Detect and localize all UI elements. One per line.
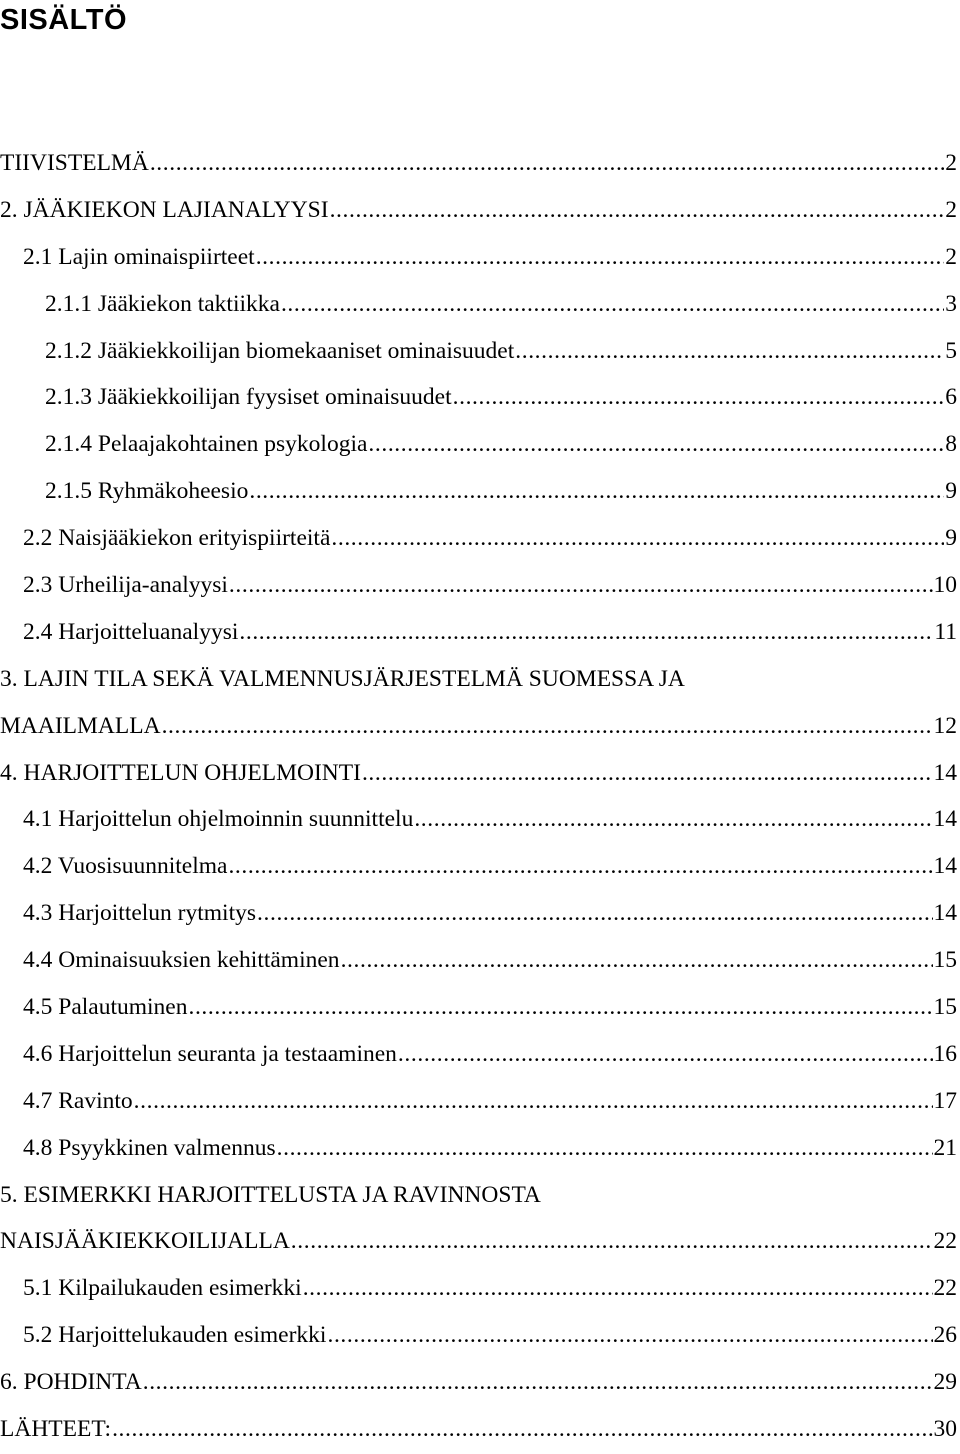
dot-leader <box>257 900 932 927</box>
toc-entry-label: 4. HARJOITTELUN OHJELMOINTI <box>0 760 361 787</box>
toc-entry-line <box>0 1322 960 1349</box>
toc-entry-line <box>0 291 960 318</box>
toc-entry-label: 4.6 Harjoittelun seuranta ja testaaminen <box>23 1041 397 1068</box>
toc-entry-line <box>0 760 960 787</box>
toc-entry-label: 3. LAJIN TILA SEKÄ VALMENNUSJÄRJESTELMÄ SUOMESSA JA <box>0 666 685 693</box>
toc-entry-page-number: 22 <box>934 1228 960 1255</box>
toc-entry-line <box>0 150 960 177</box>
dot-leader <box>134 1088 933 1115</box>
toc-entry-label: 4.1 Harjoittelun ohjelmoinnin suunnittelu <box>23 806 413 833</box>
dot-leader <box>362 760 933 787</box>
toc-entry-line <box>0 619 960 646</box>
toc-entry[interactable] <box>0 1407 960 1454</box>
toc-entry-page-number: 12 <box>934 713 960 740</box>
toc-entry[interactable] <box>0 938 960 985</box>
toc-entry-label: 2.1.5 Ryhmäkoheesio <box>45 478 248 505</box>
toc-entry-page-number: 2 <box>945 244 960 271</box>
toc-entry-line <box>0 338 960 365</box>
toc-entry[interactable] <box>0 1126 960 1173</box>
dot-leader <box>414 806 932 833</box>
toc-entry[interactable] <box>0 422 960 469</box>
toc-entry-page-number: 21 <box>934 1135 960 1162</box>
toc-entry-line <box>0 244 960 271</box>
toc-entry[interactable] <box>0 657 960 704</box>
toc-entry-page-number: 16 <box>934 1041 960 1068</box>
toc-entry-page-number: 6 <box>945 384 960 411</box>
toc-entry-page-number: 2 <box>945 150 960 177</box>
toc-entry-label: 2.1.4 Pelaajakohtainen psykologia <box>45 431 367 458</box>
toc-entry-line <box>0 1088 960 1115</box>
toc-entry[interactable] <box>0 563 960 610</box>
toc-entry-page-number: 14 <box>934 806 960 833</box>
toc-entry-line <box>0 1275 960 1302</box>
toc-entry-line <box>0 947 960 974</box>
toc-entry[interactable] <box>0 704 960 751</box>
toc-entry-page-number: 14 <box>934 853 960 880</box>
toc-entry[interactable] <box>0 797 960 844</box>
toc-entry[interactable] <box>0 1313 960 1360</box>
dot-leader <box>515 338 944 365</box>
toc-entry[interactable] <box>0 1173 960 1220</box>
toc-entry-line <box>0 525 960 552</box>
dot-leader <box>330 197 945 224</box>
dot-leader <box>256 244 945 271</box>
dot-leader <box>112 1416 932 1443</box>
dot-leader <box>281 291 944 318</box>
toc-entry-page-number: 22 <box>934 1275 960 1302</box>
toc-entry-page-number: 17 <box>934 1088 960 1115</box>
toc-entry-page-number: 15 <box>934 994 960 1021</box>
toc-entry-line <box>0 572 960 599</box>
toc-entry-label: 4.8 Psyykkinen valmennus <box>23 1135 276 1162</box>
toc-entry-page-number: 2 <box>945 197 960 224</box>
toc-entry-label: 4.4 Ominaisuuksien kehittäminen <box>23 947 340 974</box>
toc-entry-page-number: 15 <box>934 947 960 974</box>
dot-leader <box>291 1228 933 1255</box>
toc-entry-page-number: 10 <box>934 572 960 599</box>
toc-entry-line <box>0 1416 960 1443</box>
toc-entry-page-number: 29 <box>934 1369 960 1396</box>
toc-entry[interactable] <box>0 751 960 798</box>
toc-entry-label: MAAILMALLA <box>0 713 161 740</box>
toc-entry-page-number: 30 <box>934 1416 960 1443</box>
toc-entry-line <box>0 853 960 880</box>
toc-entry[interactable] <box>0 1079 960 1126</box>
toc-entry[interactable] <box>0 1032 960 1079</box>
toc-entry[interactable] <box>0 1360 960 1407</box>
toc-entry-label: 2.4 Harjoitteluanalyysi <box>23 619 238 646</box>
dot-leader <box>277 1135 933 1162</box>
toc-entry-line <box>0 1369 960 1396</box>
toc-entry-line <box>0 713 960 740</box>
toc-entry[interactable] <box>0 375 960 422</box>
toc-entry-line <box>0 431 960 458</box>
toc-entry-label: 2.3 Urheilija-analyysi <box>23 572 228 599</box>
toc-entry-label: 5. ESIMERKKI HARJOITTELUSTA JA RAVINNOSTA <box>0 1182 541 1209</box>
dot-leader <box>249 478 944 505</box>
dot-leader <box>150 150 944 177</box>
dot-leader <box>228 853 932 880</box>
dot-leader <box>143 1369 933 1396</box>
toc-entry-line <box>0 806 960 833</box>
toc-entry-label: 5.2 Harjoittelukauden esimerkki <box>23 1322 326 1349</box>
toc-entry-page-number: 26 <box>934 1322 960 1349</box>
toc-entry-page-number: 9 <box>945 478 960 505</box>
toc-entry-page-number: 9 <box>945 525 960 552</box>
toc-entry-label: 2.2 Naisjääkiekon erityispiirteitä <box>23 525 330 552</box>
dot-leader <box>229 572 933 599</box>
toc-entry-page-number: 8 <box>945 431 960 458</box>
dot-leader <box>188 994 932 1021</box>
toc-entry-label: 4.5 Palautuminen <box>23 994 187 1021</box>
toc-entry-label: 2.1.2 Jääkiekkoilijan biomekaaniset ominaisuudet <box>45 338 514 365</box>
toc-entry-label: LÄHTEET: <box>0 1416 111 1443</box>
dot-leader <box>368 431 944 458</box>
toc-entry-line <box>0 994 960 1021</box>
toc-entry[interactable] <box>0 891 960 938</box>
toc-entry-line <box>0 1135 960 1162</box>
dot-leader <box>341 947 933 974</box>
toc-entry-line <box>0 900 960 927</box>
toc-entry[interactable] <box>0 1219 960 1266</box>
toc-entry[interactable] <box>0 516 960 563</box>
toc-entry-line <box>0 1182 960 1209</box>
toc-entry-label: NAISJÄÄKIEKKOILIJALLA <box>0 1228 290 1255</box>
dot-leader <box>398 1041 933 1068</box>
toc-entry-label: 4.2 Vuosisuunnitelma <box>23 853 227 880</box>
toc-entry-line <box>0 384 960 411</box>
toc-entry[interactable] <box>0 610 960 657</box>
toc-entry-line <box>0 1228 960 1255</box>
toc-entry-page-number: 5 <box>945 338 960 365</box>
dot-leader <box>453 384 945 411</box>
page-title: SISÄLTÖ <box>0 0 127 40</box>
toc-entry[interactable] <box>0 188 960 235</box>
toc-entry-label: 5.1 Kilpailukauden esimerkki <box>23 1275 302 1302</box>
toc-entry[interactable] <box>0 469 960 516</box>
toc-entry[interactable] <box>0 141 960 188</box>
toc-entry-label: 6. POHDINTA <box>0 1369 142 1396</box>
toc-entry-line <box>0 478 960 505</box>
toc-entry-line <box>0 197 960 224</box>
dot-leader <box>239 619 933 646</box>
toc-entry-line <box>0 1041 960 1068</box>
toc-entry[interactable] <box>0 282 960 329</box>
toc-entry-label: 2.1 Lajin ominaispiirteet <box>23 244 255 271</box>
toc-entry[interactable] <box>0 329 960 376</box>
table-of-contents <box>0 141 960 1454</box>
toc-entry[interactable] <box>0 1266 960 1313</box>
toc-entry-label: TIIVISTELMÄ <box>0 150 149 177</box>
toc-entry-page-number: 3 <box>945 291 960 318</box>
toc-entry-label: 2.1.3 Jääkiekkoilijan fyysiset ominaisuudet <box>45 384 452 411</box>
toc-entry-page-number: 11 <box>934 619 960 646</box>
toc-entry[interactable] <box>0 985 960 1032</box>
toc-entry-label: 2.1.1 Jääkiekon taktiikka <box>45 291 280 318</box>
toc-entry-label: 4.3 Harjoittelun rytmitys <box>23 900 256 927</box>
toc-entry-line <box>0 666 960 693</box>
toc-entry[interactable] <box>0 235 960 282</box>
toc-entry-label: 2. JÄÄKIEKON LAJIANALYYSI <box>0 197 329 224</box>
toc-entry[interactable] <box>0 844 960 891</box>
toc-entry-page-number: 14 <box>934 900 960 927</box>
toc-entry-label: 4.7 Ravinto <box>23 1088 133 1115</box>
dot-leader <box>303 1275 933 1302</box>
dot-leader <box>162 713 933 740</box>
dot-leader <box>327 1322 932 1349</box>
dot-leader <box>331 525 944 552</box>
toc-entry-page-number: 14 <box>934 760 960 787</box>
